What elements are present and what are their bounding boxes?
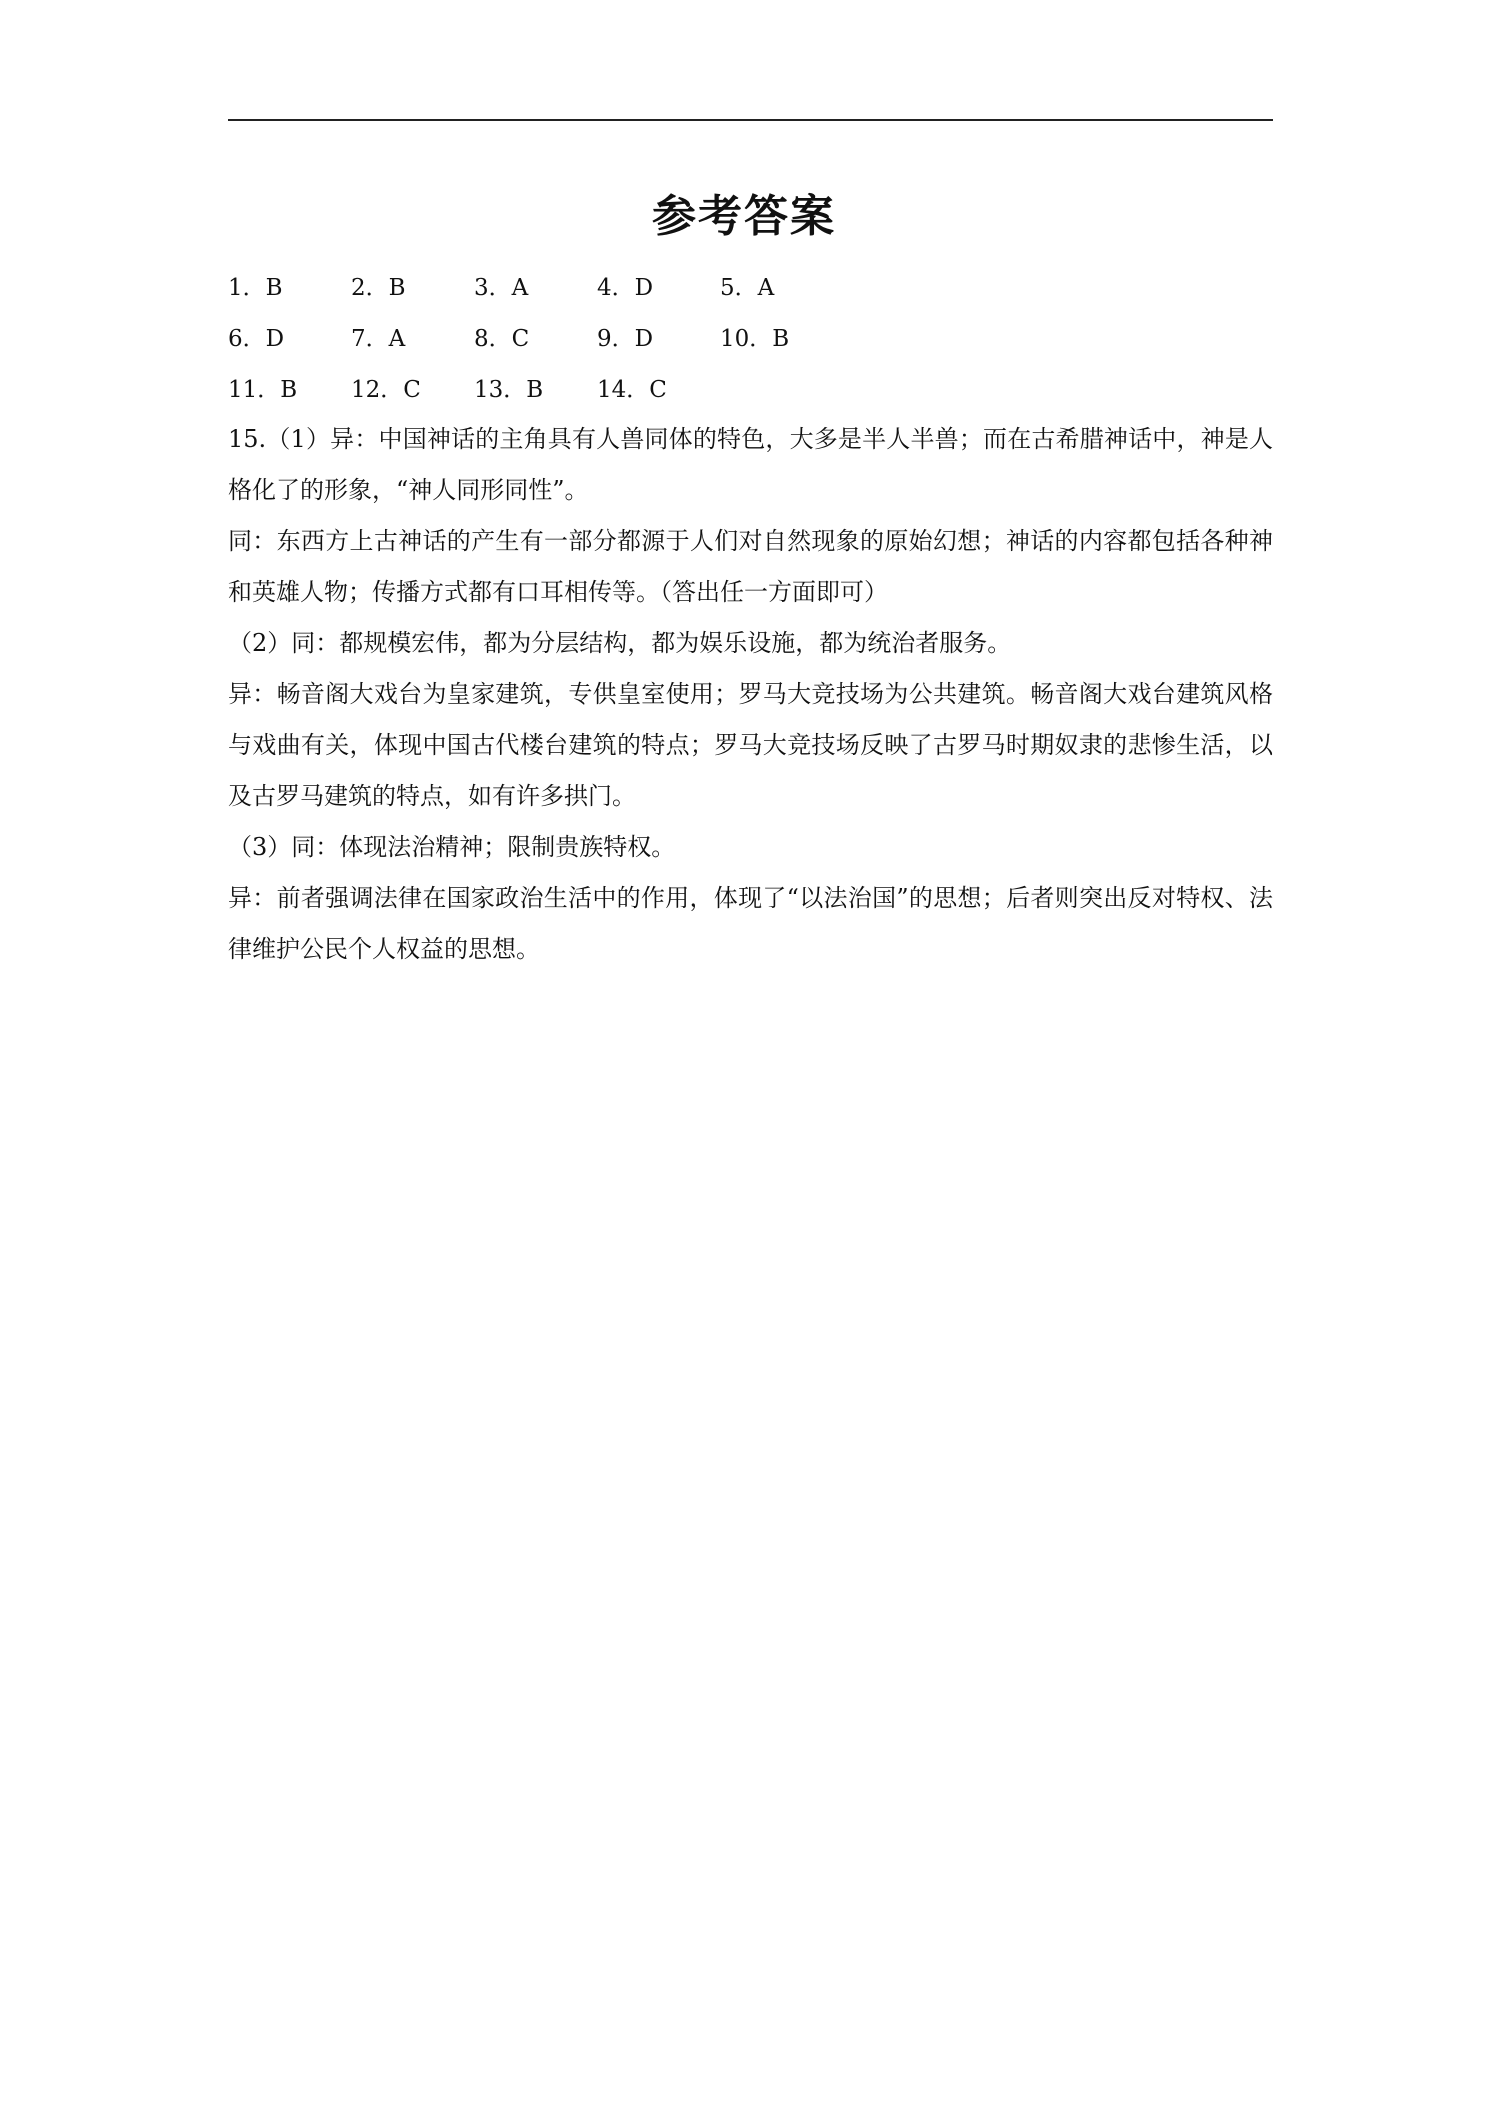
answer-item: 9．D <box>597 326 654 352</box>
answer-item: 6．D <box>228 326 285 352</box>
header-rule <box>228 119 1273 121</box>
answer-15-part1-similarities: 同：东西方上古神话的产生有一部分都源于人们对自然现象的原始幻想；神话的内容都包括各种神和英雄人物；传播方式都有口耳相传等。（答出任一方面即可） <box>228 527 1273 606</box>
answer-item: 8．C <box>474 326 530 352</box>
answer-item: 1．B <box>228 275 283 301</box>
answer-row <box>228 321 1128 372</box>
answer-15 <box>228 414 1273 975</box>
answer-item: 7．A <box>351 326 406 352</box>
answer-row <box>228 270 1128 321</box>
answer-item: 13．B <box>474 377 544 403</box>
answer-15-part3-similarities: （3）同：体现法治精神；限制贵族特权。 <box>228 833 676 861</box>
answer-item: 3．A <box>474 275 529 301</box>
answer-item: 14．C <box>597 377 667 403</box>
multiple-choice-answers <box>228 270 1128 423</box>
answer-item: 12．C <box>351 377 421 403</box>
answer-item: 10．B <box>720 326 790 352</box>
answer-15-part1-differences: 15.（1）异：中国神话的主角具有人兽同体的特色，大多是半人半兽；而在古希腊神话中，神是人格化了的形象，“神人同形同性”。 <box>228 425 1273 504</box>
answer-15-part3-differences: 异：前者强调法律在国家政治生活中的作用，体现了“以法治国”的思想；后者则突出反对特权、法律维护公民个人权益的思想。 <box>228 884 1273 963</box>
page-title: 参考答案 <box>652 191 836 242</box>
answer-item: 5．A <box>720 275 775 301</box>
answer-15-part2-similarities: （2）同：都规模宏伟，都为分层结构，都为娱乐设施，都为统治者服务。 <box>228 629 1012 657</box>
answer-15-part2-differences: 异：畅音阁大戏台为皇家建筑，专供皇室使用；罗马大竞技场为公共建筑。畅音阁大戏台建筑风格与戏曲有关，体现中国古代楼台建筑的特点；罗马大竞技场反映了古罗马时期奴隶的悲惨生活，以及古罗马建筑的特点，如有许多拱门。 <box>228 680 1273 810</box>
answer-item: 4．D <box>597 275 654 301</box>
answer-item: 2．B <box>351 275 406 301</box>
answer-item: 11．B <box>228 377 298 403</box>
